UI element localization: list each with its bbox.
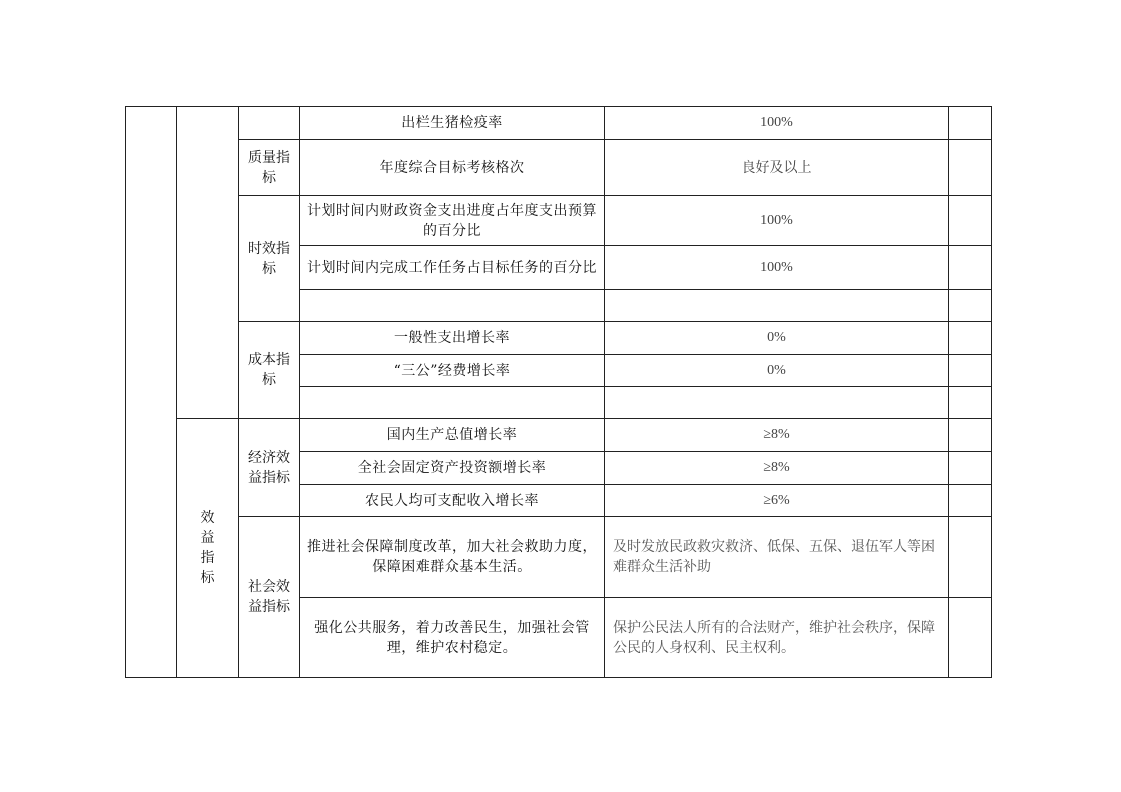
indicator-cell xyxy=(300,387,605,419)
value-cell: ≥6% xyxy=(605,485,949,517)
indicator-cell: 计划时间内财政资金支出进度占年度支出预算的百分比 xyxy=(300,196,605,246)
indicator-cell: 一般性支出增长率 xyxy=(300,322,605,355)
value-cell: 保护公民法人所有的合法财产，维护社会秩序，保障公民的人身权利、民主权利。 xyxy=(605,598,949,678)
level3-cost: 成本指标 xyxy=(239,322,300,419)
level3-timeliness: 时效指标 xyxy=(239,196,300,322)
level2-benefit: 效 益 指 标 xyxy=(177,419,239,678)
remark-cell xyxy=(949,290,992,322)
indicator-cell: 强化公共服务，着力改善民生，加强社会管理，维护农村稳定。 xyxy=(300,598,605,678)
table-row xyxy=(126,517,992,598)
level3-social: 社会效益指标 xyxy=(239,517,300,678)
remark-cell xyxy=(949,419,992,452)
value-cell: 100% xyxy=(605,107,949,140)
remark-cell xyxy=(949,107,992,140)
remark-cell xyxy=(949,517,992,598)
level2-output-cell xyxy=(177,107,239,419)
indicator-cell: 出栏生猪检疫率 xyxy=(300,107,605,140)
table-row xyxy=(126,322,992,355)
value-cell: 0% xyxy=(605,322,949,355)
value-cell: 良好及以上 xyxy=(605,140,949,196)
remark-cell xyxy=(949,196,992,246)
indicator-cell: “三公”经费增长率 xyxy=(300,355,605,387)
level3-economic: 经济效益指标 xyxy=(239,419,300,517)
remark-cell xyxy=(949,246,992,290)
value-cell: 及时发放民政救灾救济、低保、五保、退伍军人等困难群众生活补助 xyxy=(605,517,949,598)
remark-cell xyxy=(949,485,992,517)
remark-cell xyxy=(949,598,992,678)
indicator-cell: 国内生产总值增长率 xyxy=(300,419,605,452)
performance-indicator-table xyxy=(125,106,992,678)
remark-cell xyxy=(949,322,992,355)
level1-cell xyxy=(126,107,177,678)
indicator-cell: 推进社会保障制度改革，加大社会救助力度，保障困难群众基本生活。 xyxy=(300,517,605,598)
indicator-cell: 年度综合目标考核格次 xyxy=(300,140,605,196)
table-row xyxy=(126,140,992,196)
value-cell: 0% xyxy=(605,355,949,387)
level3-empty-cell xyxy=(239,107,300,140)
remark-cell xyxy=(949,355,992,387)
remark-cell xyxy=(949,387,992,419)
indicator-cell: 计划时间内完成工作任务占目标任务的百分比 xyxy=(300,246,605,290)
indicator-cell: 全社会固定资产投资额增长率 xyxy=(300,452,605,485)
remark-cell xyxy=(949,452,992,485)
indicator-cell xyxy=(300,290,605,322)
table-row xyxy=(126,107,992,140)
table-row xyxy=(126,196,992,246)
indicator-cell: 农民人均可支配收入增长率 xyxy=(300,485,605,517)
value-cell xyxy=(605,387,949,419)
value-cell: 100% xyxy=(605,246,949,290)
value-cell xyxy=(605,290,949,322)
table-row xyxy=(126,419,992,452)
remark-cell xyxy=(949,140,992,196)
value-cell: ≥8% xyxy=(605,452,949,485)
value-cell: 100% xyxy=(605,196,949,246)
level3-quality: 质量指标 xyxy=(239,140,300,196)
value-cell: ≥8% xyxy=(605,419,949,452)
